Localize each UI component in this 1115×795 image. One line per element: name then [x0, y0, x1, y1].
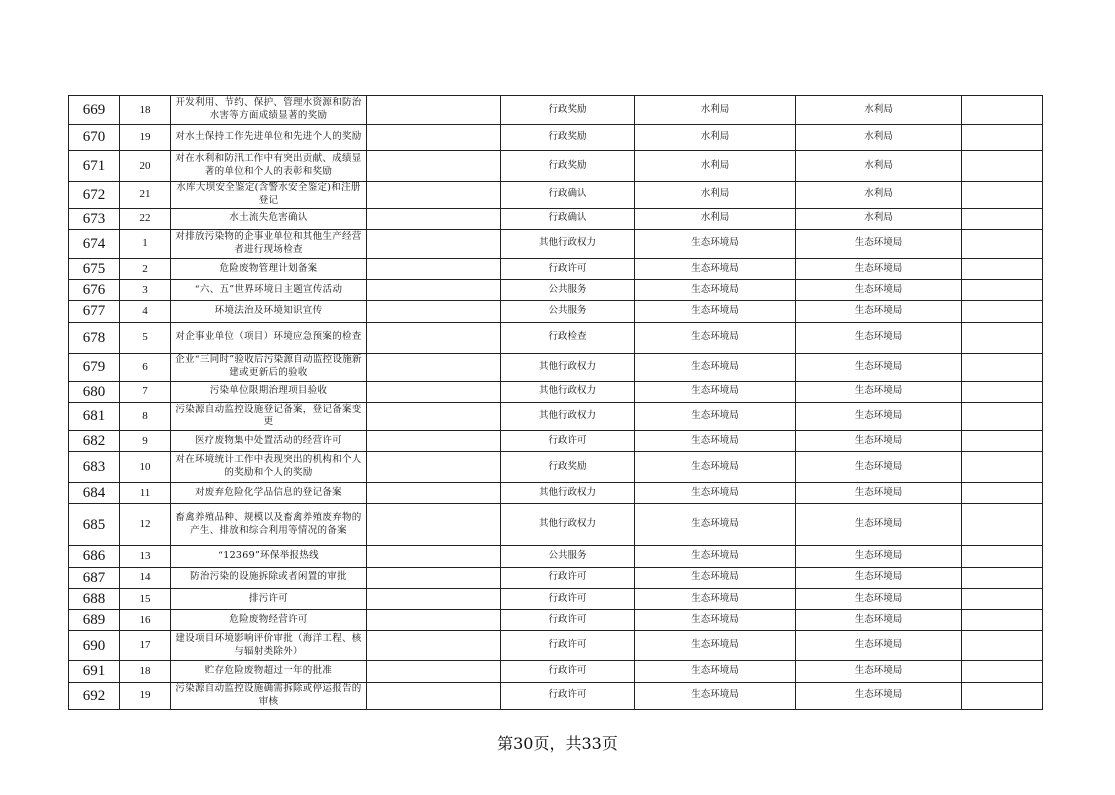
seq-cell: 677	[69, 301, 120, 322]
table-row	[69, 504, 1043, 546]
seq-cell: 669	[69, 96, 120, 125]
responsible-dept-cell: 生态环境局	[796, 322, 962, 353]
table-row	[69, 588, 1043, 609]
responsible-dept-cell: 生态环境局	[796, 280, 962, 301]
remark-cell	[962, 182, 1043, 209]
remark-cell	[962, 567, 1043, 588]
power-type-cell: 行政许可	[501, 258, 635, 279]
responsible-dept-cell: 生态环境局	[796, 661, 962, 682]
item-name-cell: 对水土保持工作先进单位和先进个人的奖励	[171, 125, 367, 151]
power-type-cell: 行政许可	[501, 610, 635, 631]
implementing-dept-cell: 生态环境局	[635, 661, 796, 682]
blank-cell	[367, 125, 501, 151]
seq-cell: 687	[69, 567, 120, 588]
remark-cell	[962, 322, 1043, 353]
table-row	[69, 182, 1043, 209]
responsible-dept-cell: 水利局	[796, 208, 962, 229]
sub-index-cell: 19	[120, 125, 171, 151]
remark-cell	[962, 546, 1043, 567]
power-type-cell: 其他行政权力	[501, 353, 635, 381]
remark-cell	[962, 402, 1043, 430]
item-name-cell: 危险废物经营许可	[171, 610, 367, 631]
seq-cell: 691	[69, 661, 120, 682]
power-type-cell: 行政许可	[501, 631, 635, 661]
blank-cell	[367, 322, 501, 353]
sub-index-cell: 13	[120, 546, 171, 567]
item-name-cell: 开发利用、节约、保护、管理水资源和防治水害等方面成绩显著的奖励	[171, 96, 367, 125]
sub-index-cell: 12	[120, 504, 171, 546]
blank-cell	[367, 610, 501, 631]
remark-cell	[962, 631, 1043, 661]
responsible-dept-cell: 生态环境局	[796, 381, 962, 402]
remark-cell	[962, 452, 1043, 483]
blank-cell	[367, 631, 501, 661]
table-row	[69, 258, 1043, 279]
implementing-dept-cell: 水利局	[635, 208, 796, 229]
blank-cell	[367, 96, 501, 125]
responsible-dept-cell: 生态环境局	[796, 588, 962, 609]
table-row	[69, 402, 1043, 430]
remark-cell	[962, 96, 1043, 125]
blank-cell	[367, 588, 501, 609]
remark-cell	[962, 588, 1043, 609]
responsible-dept-cell: 生态环境局	[796, 546, 962, 567]
implementing-dept-cell: 水利局	[635, 151, 796, 182]
remark-cell	[962, 682, 1043, 709]
implementing-dept-cell: 生态环境局	[635, 588, 796, 609]
sub-index-cell: 18	[120, 661, 171, 682]
table-row	[69, 483, 1043, 504]
seq-cell: 678	[69, 322, 120, 353]
implementing-dept-cell: 水利局	[635, 125, 796, 151]
item-name-cell: 企业“三同时”验收后污染源自动监控设施新建或更新后的验收	[171, 353, 367, 381]
item-name-cell: 污染源自动监控设施确需拆除或停运报告的审核	[171, 682, 367, 709]
implementing-dept-cell: 生态环境局	[635, 504, 796, 546]
seq-cell: 673	[69, 208, 120, 229]
power-type-cell: 行政检查	[501, 322, 635, 353]
seq-cell: 675	[69, 258, 120, 279]
blank-cell	[367, 301, 501, 322]
remark-cell	[962, 353, 1043, 381]
seq-cell: 688	[69, 588, 120, 609]
blank-cell	[367, 208, 501, 229]
item-name-cell: 对企事业单位（项目）环境应急预案的检查	[171, 322, 367, 353]
sub-index-cell: 10	[120, 452, 171, 483]
sub-index-cell: 22	[120, 208, 171, 229]
seq-cell: 683	[69, 452, 120, 483]
seq-cell: 676	[69, 280, 120, 301]
item-name-cell: “六、五”世界环境日主题宣传活动	[171, 280, 367, 301]
seq-cell: 681	[69, 402, 120, 430]
power-type-cell: 行政许可	[501, 430, 635, 451]
responsible-dept-cell: 生态环境局	[796, 430, 962, 451]
implementing-dept-cell: 生态环境局	[635, 402, 796, 430]
seq-cell: 679	[69, 353, 120, 381]
sub-index-cell: 17	[120, 631, 171, 661]
blank-cell	[367, 430, 501, 451]
power-type-cell: 其他行政权力	[501, 381, 635, 402]
responsible-dept-cell: 生态环境局	[796, 353, 962, 381]
sub-index-cell: 8	[120, 402, 171, 430]
responsible-dept-cell: 生态环境局	[796, 567, 962, 588]
remark-cell	[962, 125, 1043, 151]
item-name-cell: 贮存危险废物超过一年的批准	[171, 661, 367, 682]
item-name-cell: 污染源自动监控设施登记备案，登记备案变更	[171, 402, 367, 430]
remark-cell	[962, 301, 1043, 322]
seq-cell: 680	[69, 381, 120, 402]
implementing-dept-cell: 生态环境局	[635, 322, 796, 353]
table-row	[69, 151, 1043, 182]
blank-cell	[367, 280, 501, 301]
item-name-cell: 畜禽养殖品种、规模以及畜禽养殖废弃物的产生、排放和综合利用等情况的备案	[171, 504, 367, 546]
blank-cell	[367, 229, 501, 258]
blank-cell	[367, 483, 501, 504]
table-row	[69, 682, 1043, 709]
blank-cell	[367, 258, 501, 279]
remark-cell	[962, 661, 1043, 682]
responsible-dept-cell: 生态环境局	[796, 504, 962, 546]
seq-cell: 692	[69, 682, 120, 709]
table-row	[69, 96, 1043, 125]
page-footer: 第30页，共33页	[497, 734, 618, 753]
item-name-cell: 对排放污染物的企事业单位和其他生产经营者进行现场检查	[171, 229, 367, 258]
item-name-cell: “12369”环保举报热线	[171, 546, 367, 567]
blank-cell	[367, 402, 501, 430]
item-name-cell: 污染单位限期治理项目验收	[171, 381, 367, 402]
implementing-dept-cell: 生态环境局	[635, 229, 796, 258]
seq-cell: 672	[69, 182, 120, 209]
responsible-dept-cell: 水利局	[796, 96, 962, 125]
implementing-dept-cell: 生态环境局	[635, 483, 796, 504]
item-name-cell: 对废弃危险化学品信息的登记备案	[171, 483, 367, 504]
sub-index-cell: 6	[120, 353, 171, 381]
implementing-dept-cell: 生态环境局	[635, 430, 796, 451]
implementing-dept-cell: 水利局	[635, 182, 796, 209]
implementing-dept-cell: 水利局	[635, 96, 796, 125]
implementing-dept-cell: 生态环境局	[635, 631, 796, 661]
table-row	[69, 430, 1043, 451]
sub-index-cell: 3	[120, 280, 171, 301]
seq-cell: 690	[69, 631, 120, 661]
implementing-dept-cell: 生态环境局	[635, 682, 796, 709]
sub-index-cell: 15	[120, 588, 171, 609]
implementing-dept-cell: 生态环境局	[635, 301, 796, 322]
item-name-cell: 医疗废物集中处置活动的经营许可	[171, 430, 367, 451]
implementing-dept-cell: 生态环境局	[635, 353, 796, 381]
table-row	[69, 610, 1043, 631]
implementing-dept-cell: 生态环境局	[635, 280, 796, 301]
remark-cell	[962, 381, 1043, 402]
power-type-cell: 行政许可	[501, 661, 635, 682]
table-row	[69, 567, 1043, 588]
item-name-cell: 防治污染的设施拆除或者闲置的审批	[171, 567, 367, 588]
sub-index-cell: 20	[120, 151, 171, 182]
blank-cell	[367, 661, 501, 682]
table-row	[69, 546, 1043, 567]
remark-cell	[962, 208, 1043, 229]
seq-cell: 674	[69, 229, 120, 258]
power-type-cell: 行政奖励	[501, 96, 635, 125]
sub-index-cell: 1	[120, 229, 171, 258]
table-row	[69, 280, 1043, 301]
responsible-dept-cell: 生态环境局	[796, 258, 962, 279]
sub-index-cell: 21	[120, 182, 171, 209]
sub-index-cell: 11	[120, 483, 171, 504]
power-type-cell: 公共服务	[501, 280, 635, 301]
sub-index-cell: 4	[120, 301, 171, 322]
remark-cell	[962, 280, 1043, 301]
item-name-cell: 排污许可	[171, 588, 367, 609]
remark-cell	[962, 504, 1043, 546]
item-name-cell: 建设项目环境影响评价审批（海洋工程、核与辐射类除外）	[171, 631, 367, 661]
power-type-cell: 其他行政权力	[501, 483, 635, 504]
item-name-cell: 水库大坝安全鉴定(含警水安全鉴定)和注册登记	[171, 182, 367, 209]
responsible-dept-cell: 生态环境局	[796, 402, 962, 430]
seq-cell: 686	[69, 546, 120, 567]
sub-index-cell: 19	[120, 682, 171, 709]
remark-cell	[962, 258, 1043, 279]
blank-cell	[367, 381, 501, 402]
blank-cell	[367, 504, 501, 546]
power-type-cell: 行政许可	[501, 588, 635, 609]
power-type-cell: 其他行政权力	[501, 402, 635, 430]
power-type-cell: 行政奖励	[501, 151, 635, 182]
responsible-dept-cell: 生态环境局	[796, 483, 962, 504]
remark-cell	[962, 229, 1043, 258]
table-row	[69, 631, 1043, 661]
responsible-dept-cell: 生态环境局	[796, 229, 962, 258]
seq-cell: 684	[69, 483, 120, 504]
table-row	[69, 381, 1043, 402]
implementing-dept-cell: 生态环境局	[635, 381, 796, 402]
responsible-dept-cell: 生态环境局	[796, 610, 962, 631]
power-type-cell: 公共服务	[501, 546, 635, 567]
implementing-dept-cell: 生态环境局	[635, 258, 796, 279]
item-name-cell: 对在水利和防汛工作中有突出贡献、成绩显著的单位和个人的表彰和奖励	[171, 151, 367, 182]
power-type-cell: 行政许可	[501, 567, 635, 588]
table-row	[69, 301, 1043, 322]
power-type-cell: 行政许可	[501, 682, 635, 709]
implementing-dept-cell: 生态环境局	[635, 610, 796, 631]
seq-cell: 671	[69, 151, 120, 182]
power-type-cell: 行政确认	[501, 182, 635, 209]
blank-cell	[367, 182, 501, 209]
table-row	[69, 452, 1043, 483]
remark-cell	[962, 430, 1043, 451]
sub-index-cell: 16	[120, 610, 171, 631]
table-row	[69, 661, 1043, 682]
seq-cell: 685	[69, 504, 120, 546]
blank-cell	[367, 567, 501, 588]
power-type-cell: 公共服务	[501, 301, 635, 322]
power-type-cell: 行政确认	[501, 208, 635, 229]
responsible-dept-cell: 生态环境局	[796, 301, 962, 322]
blank-cell	[367, 682, 501, 709]
blank-cell	[367, 353, 501, 381]
item-name-cell: 危险废物管理计划备案	[171, 258, 367, 279]
remark-cell	[962, 483, 1043, 504]
power-type-cell: 其他行政权力	[501, 504, 635, 546]
power-type-cell: 行政奖励	[501, 452, 635, 483]
seq-cell: 682	[69, 430, 120, 451]
responsible-dept-cell: 生态环境局	[796, 682, 962, 709]
implementing-dept-cell: 生态环境局	[635, 567, 796, 588]
remark-cell	[962, 151, 1043, 182]
sub-index-cell: 2	[120, 258, 171, 279]
power-type-cell: 行政奖励	[501, 125, 635, 151]
implementing-dept-cell: 生态环境局	[635, 546, 796, 567]
table-row	[69, 229, 1043, 258]
responsible-dept-cell: 水利局	[796, 151, 962, 182]
seq-cell: 670	[69, 125, 120, 151]
responsible-dept-cell: 生态环境局	[796, 452, 962, 483]
sub-index-cell: 14	[120, 567, 171, 588]
blank-cell	[367, 546, 501, 567]
seq-cell: 689	[69, 610, 120, 631]
item-name-cell: 水土流失危害确认	[171, 208, 367, 229]
responsible-dept-cell: 生态环境局	[796, 631, 962, 661]
table-row	[69, 208, 1043, 229]
power-list-table	[68, 95, 1043, 710]
implementing-dept-cell: 生态环境局	[635, 452, 796, 483]
sub-index-cell: 7	[120, 381, 171, 402]
responsible-dept-cell: 水利局	[796, 125, 962, 151]
item-name-cell: 环境法治及环境知识宣传	[171, 301, 367, 322]
item-name-cell: 对在环境统计工作中表现突出的机构和个人的奖励和个人的奖励	[171, 452, 367, 483]
sub-index-cell: 5	[120, 322, 171, 353]
table-row	[69, 353, 1043, 381]
power-type-cell: 其他行政权力	[501, 229, 635, 258]
sub-index-cell: 9	[120, 430, 171, 451]
blank-cell	[367, 151, 501, 182]
sub-index-cell: 18	[120, 96, 171, 125]
table-row	[69, 125, 1043, 151]
remark-cell	[962, 610, 1043, 631]
responsible-dept-cell: 水利局	[796, 182, 962, 209]
blank-cell	[367, 452, 501, 483]
table-row	[69, 322, 1043, 353]
